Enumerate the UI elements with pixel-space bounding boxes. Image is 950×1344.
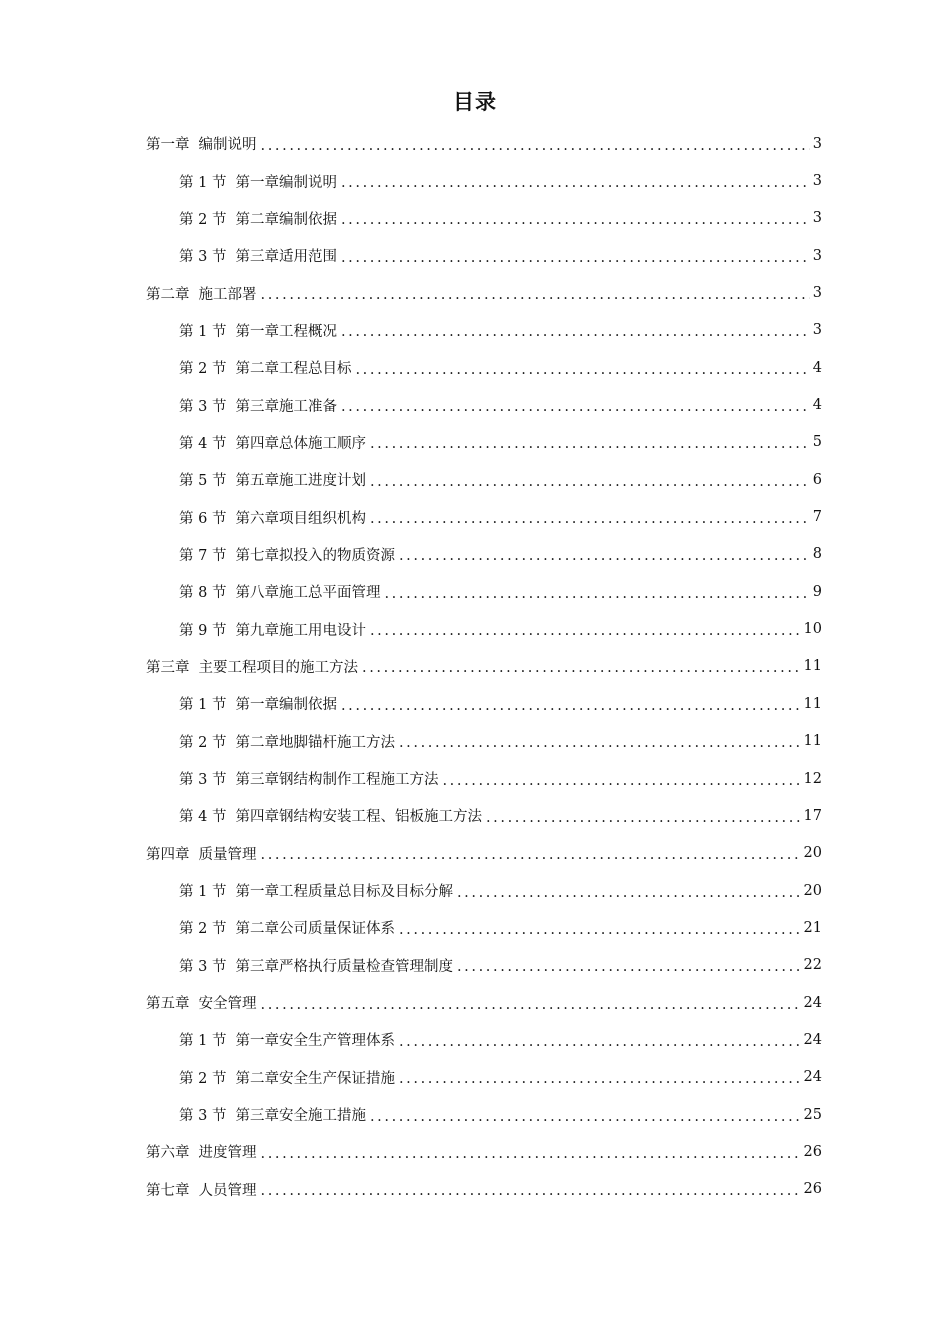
toc-entry-number: 第 7 节 — [179, 547, 227, 564]
toc-entry-text: 主要工程项目的施工方法 — [198, 659, 358, 676]
toc-dot-leader — [261, 997, 801, 1013]
toc-dot-leader — [399, 735, 801, 751]
toc-page-number: 3 — [812, 173, 822, 190]
toc-page-number: 22 — [803, 957, 822, 974]
toc-page-number: 4 — [812, 397, 822, 414]
toc-entry-label — [146, 283, 257, 304]
toc-entry-text: 第三章安全施工措施 — [235, 1108, 366, 1125]
toc-page-number: 3 — [812, 210, 822, 227]
toc-page-number: 6 — [812, 471, 822, 488]
toc-section-entry[interactable] — [146, 162, 822, 199]
toc-page-number: 26 — [803, 1143, 822, 1160]
toc-entry-text: 第二章地脚锚杆施工方法 — [235, 734, 395, 751]
toc-title: 目录 — [453, 90, 497, 114]
toc-section-entry[interactable] — [146, 723, 822, 760]
toc-entry-number: 第六章 — [146, 1145, 190, 1162]
toc-entry-number: 第二章 — [146, 286, 190, 303]
toc-entry-number: 第七章 — [146, 1182, 190, 1199]
toc-entry-label — [179, 320, 337, 341]
toc-section-entry[interactable] — [146, 349, 822, 386]
toc-section-entry[interactable] — [146, 312, 822, 349]
toc-dot-leader — [341, 324, 810, 340]
toc-dot-leader — [399, 922, 801, 938]
toc-dot-leader — [442, 773, 800, 789]
toc-dot-leader — [341, 250, 810, 266]
toc-entry-label — [179, 208, 337, 229]
toc-page-number: 3 — [812, 322, 822, 339]
toc-section-entry[interactable] — [146, 386, 822, 423]
toc-entry-text: 安全管理 — [198, 996, 257, 1013]
toc-entry-number: 第五章 — [146, 996, 190, 1013]
toc-entry-text: 进度管理 — [198, 1145, 257, 1162]
toc-page-number: 24 — [803, 1031, 822, 1048]
toc-entry-text: 第一章安全生产管理体系 — [235, 1033, 395, 1050]
toc-section-entry[interactable] — [146, 872, 822, 909]
toc-entry-label — [146, 656, 358, 677]
toc-entry-label — [179, 693, 337, 714]
toc-page-number: 20 — [803, 882, 822, 899]
toc-entry-text: 第二章工程总目标 — [235, 361, 352, 378]
toc-entry-label — [179, 357, 351, 378]
toc-section-entry[interactable] — [146, 797, 822, 834]
toc-entry-number: 第 2 节 — [179, 211, 227, 228]
toc-entry-text: 第四章总体施工顺序 — [235, 435, 366, 452]
toc-dot-leader — [341, 698, 801, 714]
toc-page-number: 12 — [803, 770, 822, 787]
toc-entry-label — [179, 1029, 395, 1050]
toc-entry-text: 第一章工程概况 — [235, 323, 337, 340]
toc-page-number: 11 — [803, 733, 822, 750]
toc-entry-label — [179, 917, 395, 938]
toc-dot-leader — [261, 1183, 801, 1199]
toc-section-entry[interactable] — [146, 1096, 822, 1133]
toc-entry-number: 第 1 节 — [179, 884, 227, 901]
toc-entry-number: 第 9 节 — [179, 622, 227, 639]
toc-entry-text: 第八章施工总平面管理 — [235, 585, 381, 602]
toc-page-number: 3 — [812, 285, 822, 302]
toc-entry-label — [179, 469, 366, 490]
toc-section-entry[interactable] — [146, 573, 822, 610]
toc-entry-text: 第五章施工进度计划 — [235, 473, 366, 490]
toc-entry-label — [179, 619, 366, 640]
toc-section-entry[interactable] — [146, 947, 822, 984]
toc-section-entry[interactable] — [146, 1021, 822, 1058]
toc-dot-leader — [457, 959, 801, 975]
toc-dot-leader — [399, 1071, 801, 1087]
toc-section-entry[interactable] — [146, 498, 822, 535]
toc-dot-leader — [341, 175, 810, 191]
toc-entry-text: 第一章工程质量总目标及目标分解 — [235, 884, 453, 901]
toc-entry-label — [179, 507, 366, 528]
toc-page-number: 8 — [812, 546, 822, 563]
toc-dot-leader — [370, 623, 801, 639]
toc-entry-text: 第三章严格执行质量检查管理制度 — [235, 958, 453, 975]
toc-entry-label — [179, 731, 395, 752]
toc-page-number: 10 — [803, 621, 822, 638]
toc-entry-number: 第三章 — [146, 659, 190, 676]
toc-chapter-entry[interactable] — [146, 274, 822, 311]
toc-entry-label — [179, 245, 337, 266]
toc-list — [146, 125, 822, 1208]
toc-entry-text: 第七章拟投入的物质资源 — [235, 547, 395, 564]
toc-entry-text: 第三章施工准备 — [235, 398, 337, 415]
toc-entry-label — [146, 1141, 257, 1162]
toc-dot-leader — [370, 436, 810, 452]
toc-section-entry[interactable] — [146, 610, 822, 647]
toc-entry-number: 第 2 节 — [179, 921, 227, 938]
toc-entry-label — [179, 432, 366, 453]
toc-page-number: 5 — [812, 434, 822, 451]
toc-dot-leader — [370, 474, 810, 490]
toc-section-entry[interactable] — [146, 424, 822, 461]
toc-entry-number: 第 3 节 — [179, 958, 227, 975]
toc-entry-label — [146, 1179, 257, 1200]
toc-entry-text: 第三章适用范围 — [235, 249, 337, 266]
toc-entry-number: 第 3 节 — [179, 1108, 227, 1125]
toc-entry-number: 第 1 节 — [179, 323, 227, 340]
toc-page-number: 11 — [803, 695, 822, 712]
toc-chapter-entry[interactable] — [146, 984, 822, 1021]
toc-entry-text: 第四章钢结构安装工程、铝板施工方法 — [235, 809, 482, 826]
toc-entry-number: 第一章 — [146, 137, 190, 154]
toc-entry-label — [146, 843, 257, 864]
toc-entry-text: 第二章安全生产保证措施 — [235, 1070, 395, 1087]
toc-section-entry[interactable] — [146, 461, 822, 498]
toc-entry-number: 第 5 节 — [179, 473, 227, 490]
toc-dot-leader — [261, 138, 810, 154]
toc-dot-leader — [399, 548, 810, 564]
toc-entry-label — [179, 544, 395, 565]
toc-page-number: 20 — [803, 845, 822, 862]
toc-entry-number: 第 1 节 — [179, 174, 227, 191]
toc-entry-label — [179, 955, 453, 976]
toc-entry-label — [179, 1104, 366, 1125]
toc-entry-number: 第 4 节 — [179, 435, 227, 452]
toc-page-number: 24 — [803, 1069, 822, 1086]
toc-page-number: 7 — [812, 509, 822, 526]
toc-entry-label — [179, 1067, 395, 1088]
toc-page-number: 9 — [812, 583, 822, 600]
toc-dot-leader — [399, 1034, 801, 1050]
toc-entry-number: 第 8 节 — [179, 585, 227, 602]
toc-entry-number: 第 1 节 — [179, 697, 227, 714]
toc-page-number: 25 — [803, 1106, 822, 1123]
toc-section-entry[interactable] — [146, 1059, 822, 1096]
toc-section-entry[interactable] — [146, 200, 822, 237]
toc-entry-label — [179, 171, 337, 192]
toc-page-number: 3 — [812, 247, 822, 264]
toc-chapter-entry[interactable] — [146, 1133, 822, 1170]
toc-entry-label — [179, 395, 337, 416]
toc-entry-label — [179, 805, 482, 826]
toc-page-number: 21 — [803, 919, 822, 936]
toc-section-entry[interactable] — [146, 760, 822, 797]
toc-dot-leader — [341, 212, 810, 228]
toc-entry-text: 施工部署 — [198, 286, 257, 303]
toc-dot-leader — [362, 660, 801, 676]
toc-chapter-entry[interactable] — [146, 835, 822, 872]
toc-dot-leader — [261, 287, 810, 303]
toc-entry-number: 第 1 节 — [179, 1033, 227, 1050]
toc-section-entry[interactable] — [146, 685, 822, 722]
toc-entry-text: 质量管理 — [198, 846, 257, 863]
toc-page-number: 3 — [812, 135, 822, 152]
toc-dot-leader — [384, 586, 809, 602]
toc-entry-number: 第 3 节 — [179, 249, 227, 266]
toc-entry-label — [146, 992, 257, 1013]
toc-entry-number: 第 2 节 — [179, 1070, 227, 1087]
toc-entry-text: 第一章编制依据 — [235, 697, 337, 714]
toc-entry-text: 第二章公司质量保证体系 — [235, 921, 395, 938]
toc-dot-leader — [457, 885, 801, 901]
toc-entry-label — [179, 581, 380, 602]
toc-section-entry[interactable] — [146, 909, 822, 946]
toc-entry-text: 第二章编制依据 — [235, 211, 337, 228]
toc-entry-text: 人员管理 — [198, 1182, 257, 1199]
toc-entry-text: 第六章项目组织机构 — [235, 510, 366, 527]
toc-chapter-entry[interactable] — [146, 648, 822, 685]
toc-chapter-entry[interactable] — [146, 125, 822, 162]
toc-entry-text: 第一章编制说明 — [235, 174, 337, 191]
toc-entry-number: 第 3 节 — [179, 398, 227, 415]
toc-page-number: 17 — [803, 807, 822, 824]
toc-dot-leader — [355, 362, 809, 378]
toc-entry-text: 编制说明 — [198, 137, 257, 154]
toc-dot-leader — [370, 1109, 801, 1125]
toc-dot-leader — [370, 511, 810, 527]
toc-dot-leader — [486, 810, 801, 826]
toc-entry-number: 第 3 节 — [179, 772, 227, 789]
toc-entry-text: 第九章施工用电设计 — [235, 622, 366, 639]
toc-entry-number: 第 2 节 — [179, 361, 227, 378]
toc-dot-leader — [261, 847, 801, 863]
toc-entry-number: 第 4 节 — [179, 809, 227, 826]
toc-entry-number: 第 2 节 — [179, 734, 227, 751]
toc-entry-label — [179, 880, 453, 901]
toc-entry-text: 第三章钢结构制作工程施工方法 — [235, 772, 439, 789]
toc-entry-number: 第 6 节 — [179, 510, 227, 527]
toc-page-number: 4 — [812, 359, 822, 376]
toc-entry-number: 第四章 — [146, 846, 190, 863]
toc-section-entry[interactable] — [146, 237, 822, 274]
toc-dot-leader — [341, 399, 810, 415]
toc-page-number: 24 — [803, 994, 822, 1011]
toc-page-number: 26 — [803, 1181, 822, 1198]
toc-chapter-entry[interactable] — [146, 1171, 822, 1208]
toc-entry-label — [146, 133, 257, 154]
toc-section-entry[interactable] — [146, 536, 822, 573]
toc-entry-label — [179, 768, 438, 789]
toc-page-number: 11 — [803, 658, 822, 675]
toc-dot-leader — [261, 1146, 801, 1162]
